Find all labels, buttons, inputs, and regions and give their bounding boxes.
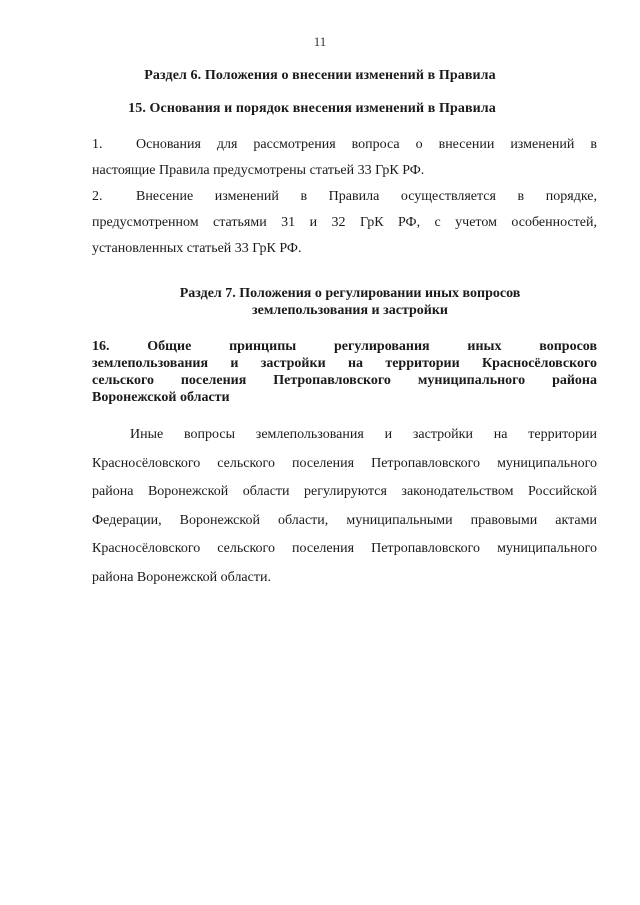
body-line-3: района Воронежской области регулируются законодательством Российской bbox=[92, 484, 597, 499]
item-2-line-1: Внесение изменений в Правила осуществляется в порядке, bbox=[136, 189, 597, 204]
body-line-4: Федерации, Воронежской области, муниципальными правовыми актами bbox=[92, 512, 597, 528]
section-7-heading bbox=[30, 285, 640, 319]
item-2-line-3: установленных статьей 33 ГрК РФ. bbox=[92, 241, 302, 256]
article-15-heading: 15. Основания и порядок внесения изменений в Правила bbox=[128, 101, 496, 116]
article-16-heading-line-2: землепользования и застройки на территории Красносёловского bbox=[92, 356, 597, 371]
item-1-line-2: настоящие Правила предусмотрены статьей 33 ГрК РФ. bbox=[92, 163, 425, 178]
article-16-heading-line-3: сельского поселения Петропавловского муниципального района bbox=[92, 373, 597, 388]
article-16-heading-line-4: Воронежской области bbox=[92, 390, 230, 405]
item-1-line-1: Основания для рассмотрения вопроса о внесении изменений в bbox=[136, 137, 597, 152]
section-7-heading-line-1: Раздел 7. Положения о регулировании иных вопросов bbox=[179, 286, 521, 301]
body-line-1: Иные вопросы землепользования и застройки на территории bbox=[130, 427, 597, 442]
item-2-paragraph bbox=[92, 184, 597, 262]
body-line-5: Красносёловского сельского поселения Петропавловского муниципального bbox=[92, 541, 597, 556]
item-1-number: 1. bbox=[92, 137, 103, 152]
item-1-paragraph bbox=[92, 132, 597, 184]
section-7-heading-line-2: землепользования и застройки bbox=[252, 303, 448, 318]
article-16-heading bbox=[92, 338, 597, 406]
body-line-2: Красносёловского сельского поселения Петропавловского муниципального bbox=[92, 455, 597, 471]
item-2-line-2: предусмотренном статьями 31 и 32 ГрК РФ, с учетом особенностей, bbox=[92, 215, 597, 230]
item-2-number: 2. bbox=[92, 189, 103, 204]
section-6-heading: Раздел 6. Положения о внесении изменений в Правила bbox=[144, 68, 496, 83]
body-paragraph bbox=[92, 421, 597, 592]
page-number: 11 bbox=[313, 34, 327, 49]
body-line-6: района Воронежской области. bbox=[92, 569, 271, 585]
article-16-heading-line-1: 16. Общие принципы регулирования иных вопросов bbox=[92, 339, 597, 354]
